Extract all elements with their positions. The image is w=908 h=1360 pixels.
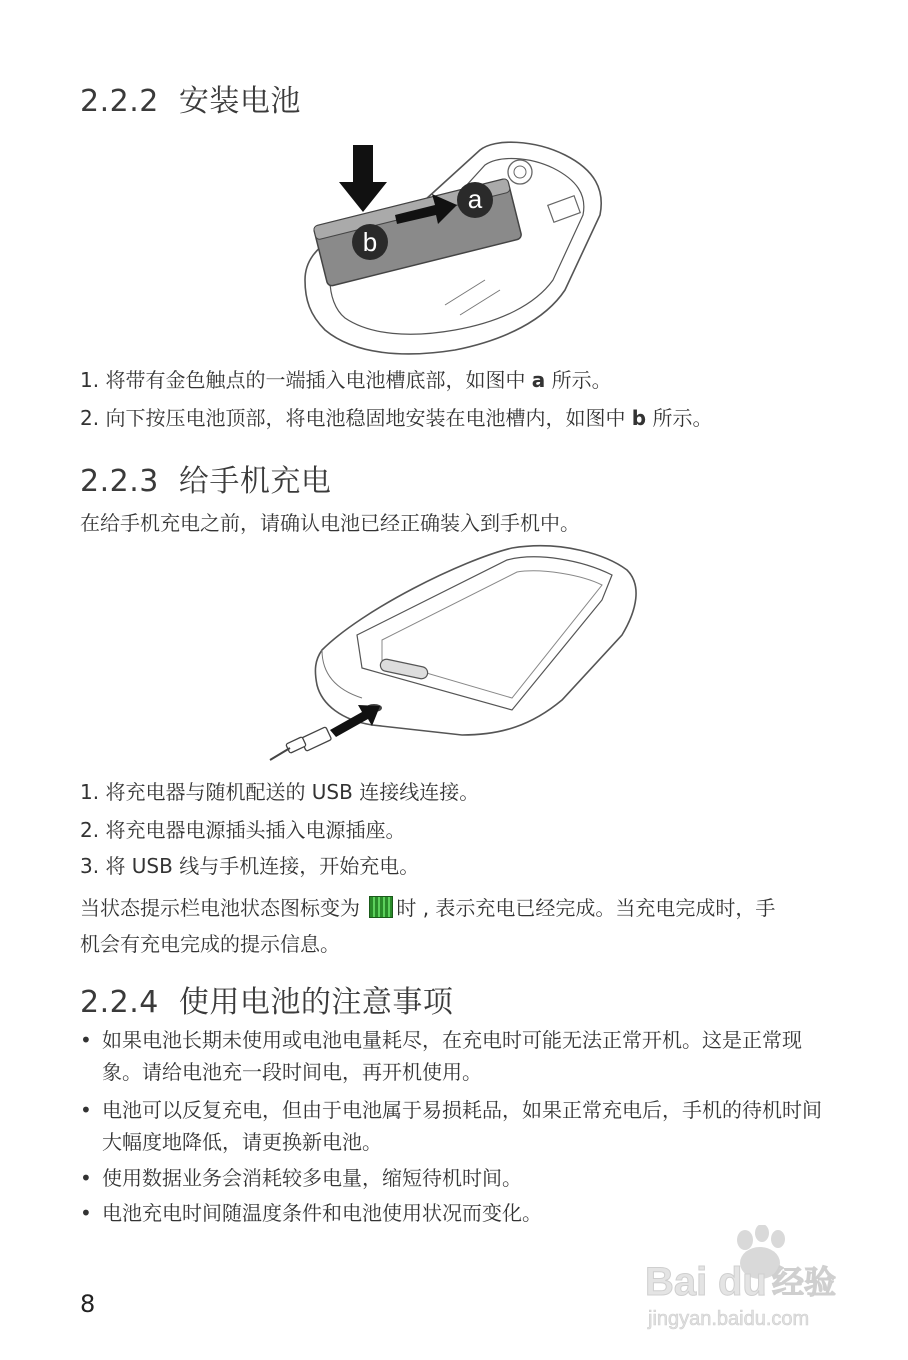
section-number: 2.2.2: [80, 84, 159, 119]
page-number: 8: [80, 1290, 96, 1318]
precaution-text: 使用数据业务会消耗较多电量，缩短待机时间。: [102, 1166, 522, 1190]
section-heading-battery-precautions: [80, 977, 453, 1021]
charge-step-1: 1. 将充电器与随机配送的 USB 连接线连接。: [80, 780, 480, 804]
bullet-icon: •: [80, 1166, 92, 1190]
section-heading-charging: [80, 456, 331, 500]
callout-b-label: b: [362, 227, 378, 257]
precaution-text: 如果电池长期未使用或电池电量耗尽，在充电时可能无法正常开机。这是正常现象。请给电池充一段时间电，再开机使用。: [102, 1028, 802, 1084]
section-number: 2.2.4: [80, 985, 159, 1020]
precaution-text: 电池充电时间随温度条件和电池使用状况而变化。: [102, 1201, 542, 1225]
phone-charging-illustration: [262, 540, 642, 770]
charge-step-3: 3. 将 USB 线与手机连接，开始充电。: [80, 854, 420, 878]
step-text: 2. 向下按压电池顶部，将电池稳固地安装在电池槽内，如图中: [80, 406, 632, 430]
step-text: 所示。: [545, 368, 612, 392]
watermark-brand: Bai: [645, 1260, 708, 1304]
step-key: b: [631, 406, 647, 430]
charging-intro: 在给手机充电之前，请确认电池已经正确装入到手机中。: [80, 511, 580, 535]
install-step-1: [80, 364, 612, 393]
precaution-item: [80, 1024, 830, 1088]
precaution-item: [80, 1094, 830, 1158]
install-step-2: [80, 402, 712, 431]
step-key: a: [531, 368, 546, 392]
baidu-watermark-logo: [640, 1225, 860, 1335]
step-text: 1. 将带有金色触点的一端插入电池槽底部，如图中: [80, 368, 532, 392]
watermark-brand-cn: 经验: [772, 1263, 837, 1301]
note-text: 时 , 表示充电已经完成。当充电完成时，手: [396, 896, 776, 920]
section-title: 给手机充电: [178, 464, 332, 499]
bullet-icon: •: [80, 1098, 92, 1122]
section-number: 2.2.3: [80, 464, 159, 499]
charge-complete-note: [80, 892, 775, 921]
section-title: 使用电池的注意事项: [178, 985, 454, 1020]
step-text: 所示。: [646, 406, 713, 430]
note-text: 当状态提示栏电池状态图标变为: [80, 896, 367, 920]
precaution-text: 电池可以反复充电，但由于电池属于易损耗品，如果正常充电后，手机的待机时间大幅度地降低，请更换新电池。: [102, 1098, 822, 1154]
battery-install-illustration: [295, 130, 615, 360]
bullet-icon: •: [80, 1028, 92, 1052]
section-heading-install-battery: [80, 76, 301, 120]
battery-full-icon: [369, 896, 393, 918]
bullet-icon: •: [80, 1201, 92, 1225]
watermark-brand2: du: [718, 1260, 767, 1304]
charge-complete-note-line2: 机会有充电完成的提示信息。: [80, 932, 340, 956]
callout-a-label: a: [467, 184, 483, 214]
precaution-item: [80, 1162, 830, 1194]
charge-step-2: 2. 将充电器电源插头插入电源插座。: [80, 818, 406, 842]
section-title: 安装电池: [178, 84, 301, 119]
watermark-url: jingyan.baidu.com: [648, 1308, 810, 1330]
